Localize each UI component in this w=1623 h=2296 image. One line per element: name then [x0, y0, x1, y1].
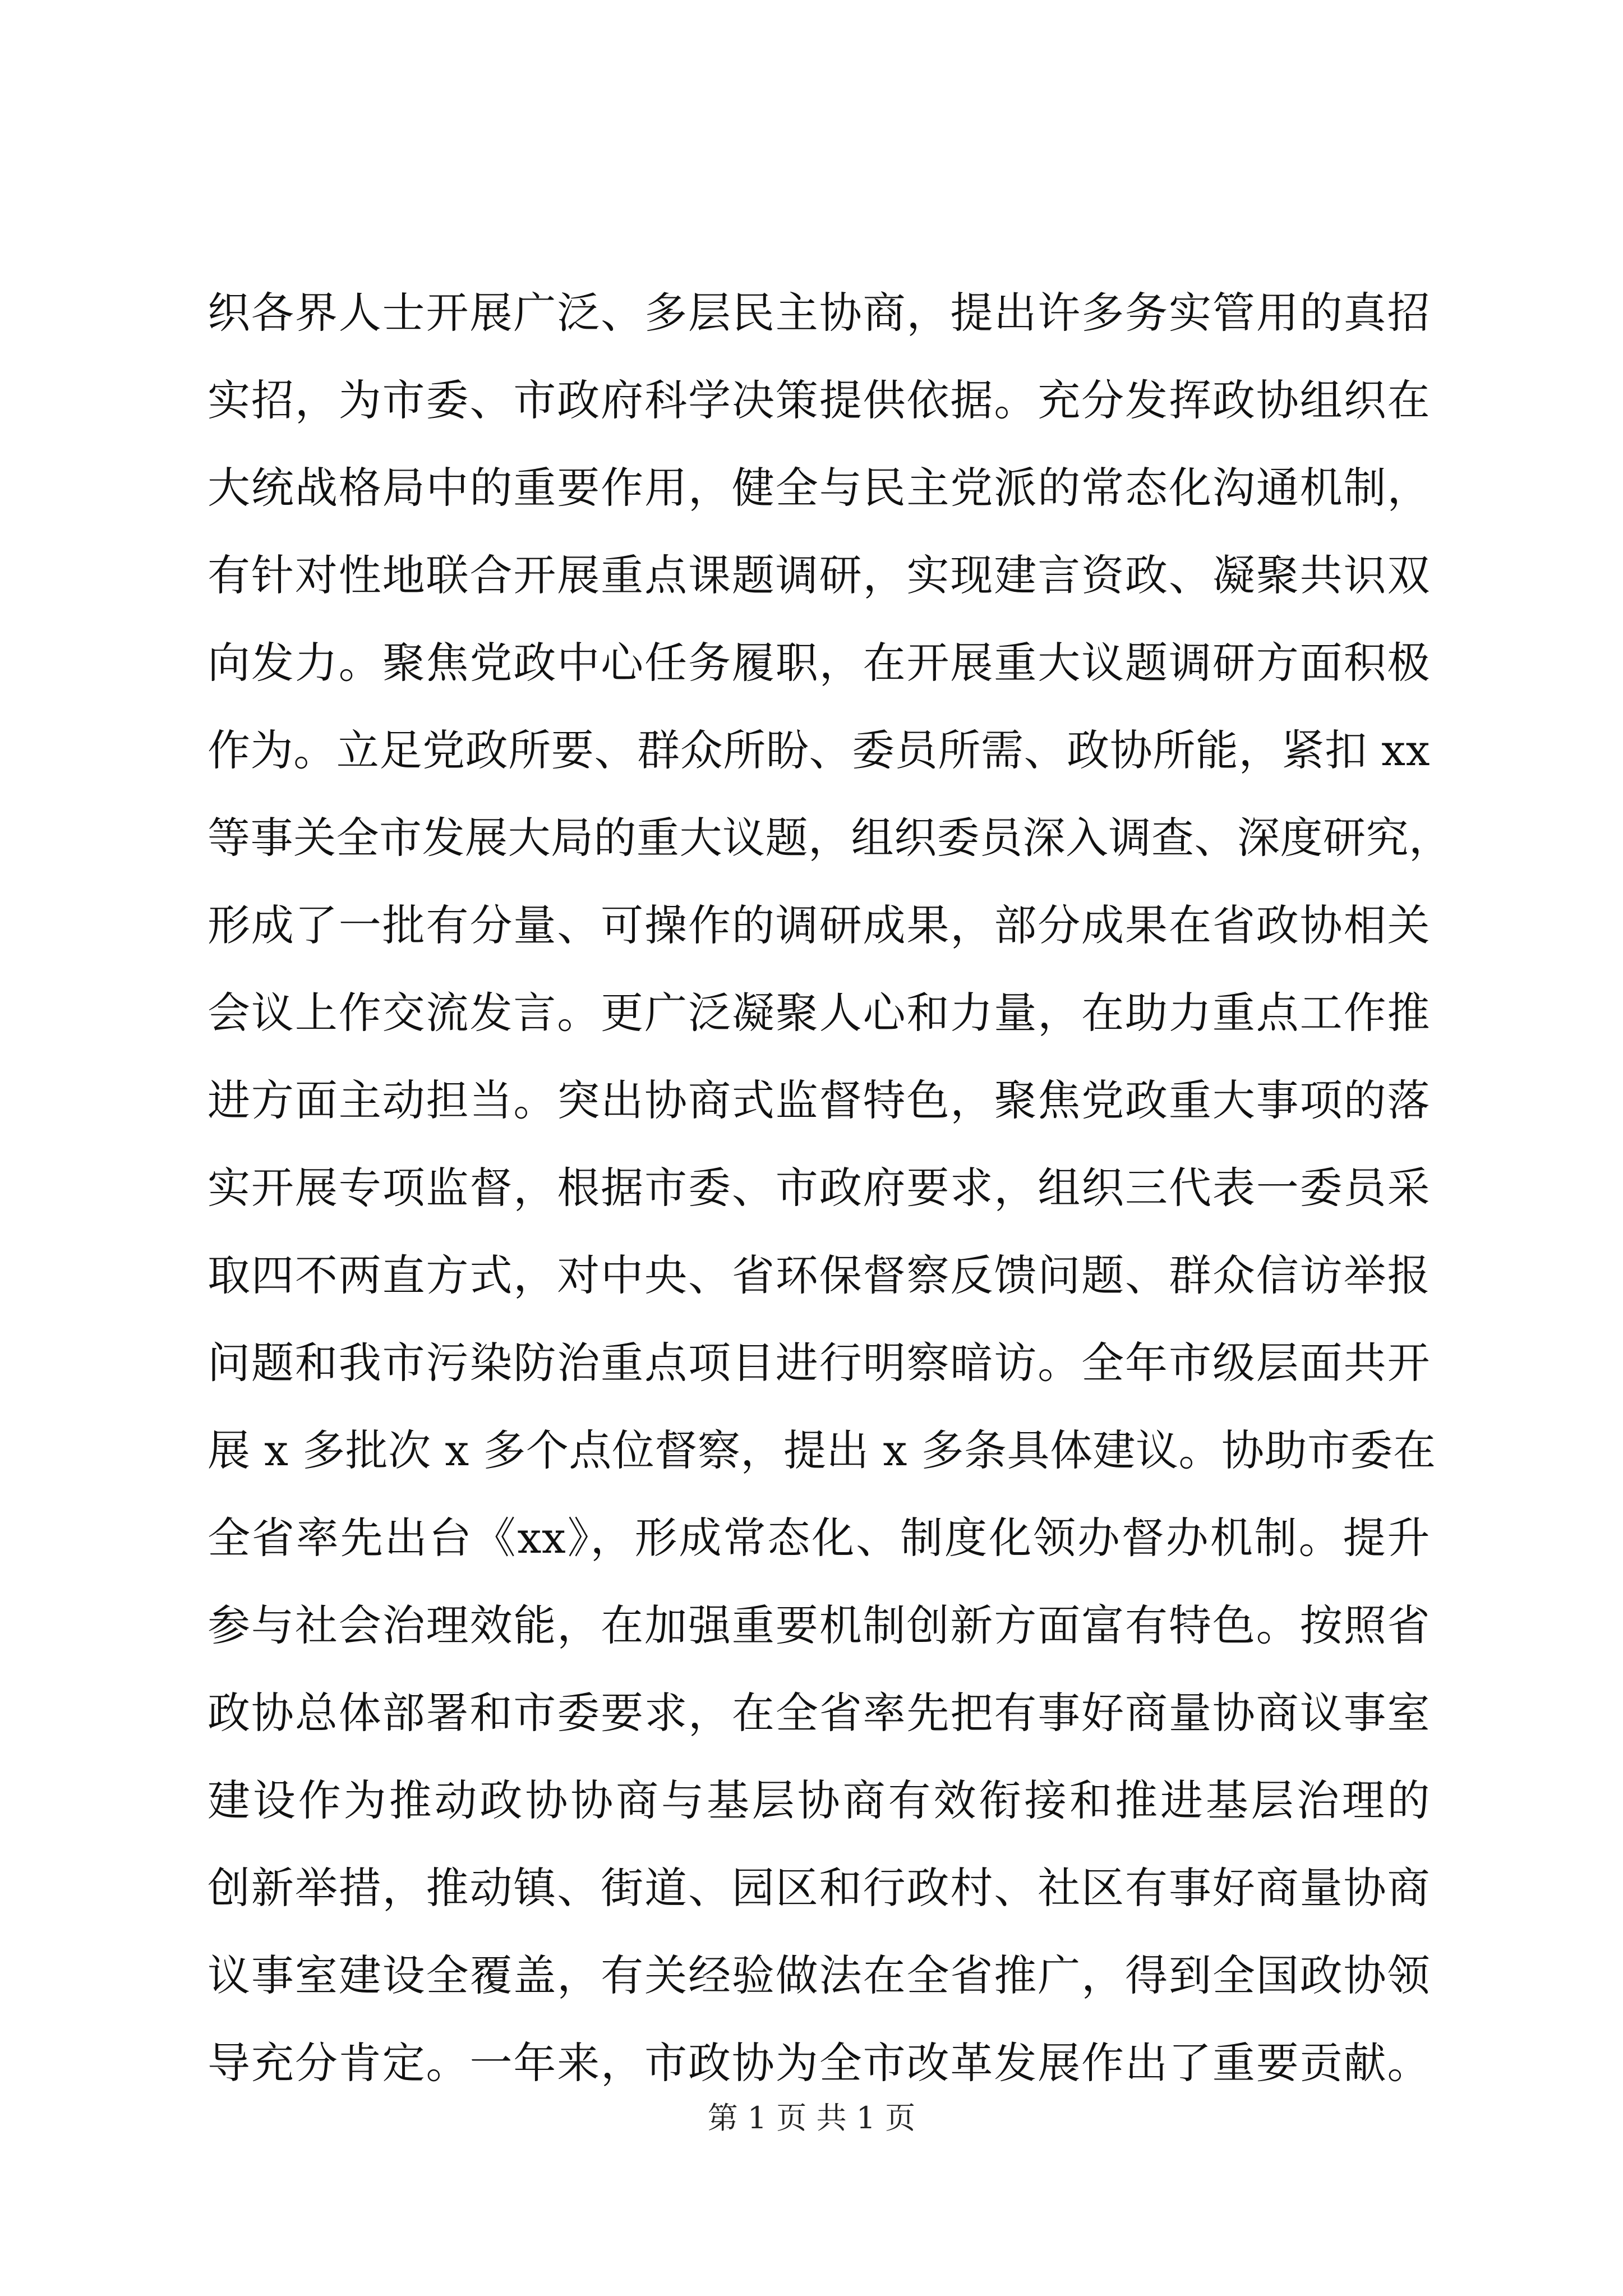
text-line-13: 问题和我市污染防治重点项目进行明察暗访。全年市级层面共开	[208, 1338, 1430, 1388]
text-line-3: 大统战格局中的重要作用，健全与民主党派的常态化沟通机制，	[208, 463, 1430, 513]
text-line-5: 向发力。聚焦党政中心任务履职，在开展重大议题调研方面积极	[208, 638, 1430, 688]
text-line-4: 有针对性地联合开展重点课题调研，实现建言资政、凝聚共识双	[208, 550, 1430, 600]
body-paragraph	[208, 269, 1452, 2107]
text-line-10: 进方面主动担当。突出协商式监督特色，聚焦党政重大事项的落	[208, 1075, 1430, 1125]
text-line-16: 参与社会治理效能，在加强重要机制创新方面富有特色。按照省	[208, 1600, 1430, 1650]
text-line-20: 议事室建设全覆盖，有关经验做法在全省推广，得到全国政协领	[208, 1950, 1430, 2000]
text-line-15: 全省率先出台《xx》，形成常态化、制度化领办督办机制。提升	[208, 1513, 1430, 1563]
text-line-14: 展 x 多批次 x 多个点位督察，提出 x 多条具体建议。协助市委在	[208, 1425, 1436, 1475]
text-line-21: 导充分肯定。一年来，市政协为全市改革发展作出了重要贡献。	[208, 2038, 1430, 2088]
text-line-12: 取四不两直方式，对中央、省环保督察反馈问题、群众信访举报	[208, 1250, 1430, 1300]
text-line-17: 政协总体部署和市委要求，在全省率先把有事好商量协商议事室	[208, 1688, 1430, 1738]
text-line-11: 实开展专项监督，根据市委、市政府要求，组织三代表一委员采	[208, 1163, 1430, 1213]
text-line-8: 形成了一批有分量、可操作的调研成果，部分成果在省政协相关	[208, 900, 1430, 950]
text-line-2: 实招，为市委、市政府科学决策提供依据。充分发挥政协组织在	[208, 375, 1430, 425]
text-line-19: 创新举措，推动镇、街道、园区和行政村、社区有事好商量协商	[208, 1863, 1430, 1913]
text-line-1: 织各界人士开展广泛、多层民主协商，提出许多务实管用的真招	[208, 288, 1430, 338]
text-line-6: 作为。立足党政所要、群众所盼、委员所需、政协所能，紧扣 xx	[208, 725, 1430, 775]
text-line-7: 等事关全市发展大局的重大议题，组织委员深入调查、深度研究，	[208, 813, 1452, 863]
page-footer: 第 1 页 共 1 页	[707, 2100, 916, 2136]
text-line-9: 会议上作交流发言。更广泛凝聚人心和力量，在助力重点工作推	[208, 988, 1430, 1038]
text-line-18: 建设作为推动政协协商与基层协商有效衔接和推进基层治理的	[208, 1775, 1430, 1825]
